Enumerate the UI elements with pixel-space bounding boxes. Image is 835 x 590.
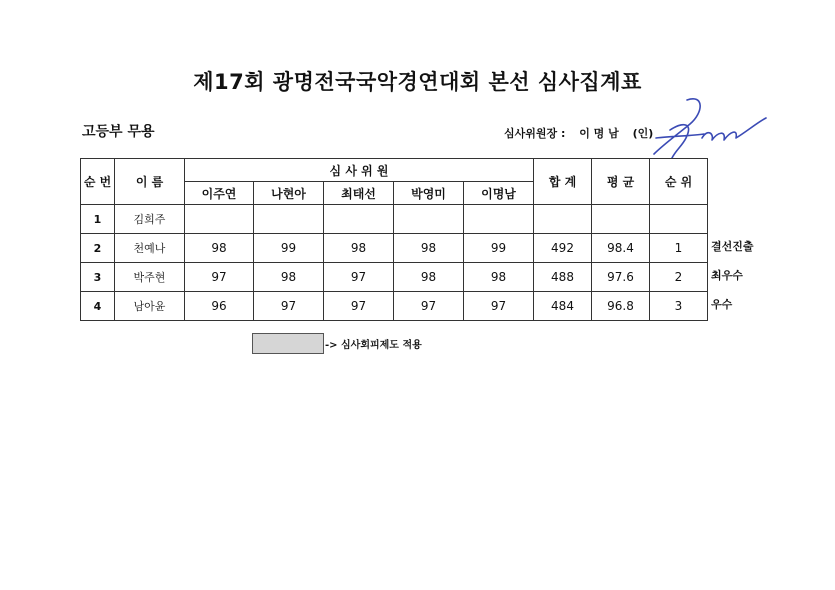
rank-cell [650,205,708,234]
header-rank: 순 위 [650,159,708,205]
header-name: 이 름 [115,159,185,205]
contestant-name: 남아윤 [115,292,185,321]
table-row [81,292,708,321]
score-cell: 99 [254,234,324,263]
score-cell [394,205,464,234]
header-average: 평 균 [592,159,650,205]
total-cell: 488 [534,263,592,292]
division-label: 고등부 무용 [82,124,155,140]
score-cell: 99 [464,234,534,263]
chair-info [504,125,663,141]
chair-name: 이 명 남 [579,127,619,140]
document-title: 제17회 광명전국국악경연대회 본선 심사집계표 [193,70,642,94]
judge-header: 나현아 [254,182,324,205]
contestant-name: 박주현 [115,263,185,292]
row-number: 1 [81,205,115,234]
judge-header: 이명남 [464,182,534,205]
row-number: 3 [81,263,115,292]
score-cell [324,205,394,234]
rank-cell: 3 [650,292,708,321]
table-row [81,205,708,234]
score-cell: 98 [185,234,254,263]
score-cell [254,205,324,234]
header-number: 순 번 [81,159,115,205]
score-cell: 96 [185,292,254,321]
average-cell [592,205,650,234]
score-cell: 98 [324,234,394,263]
contestant-name: 김희주 [115,205,185,234]
score-cell: 98 [394,234,464,263]
score-cell: 97 [254,292,324,321]
score-cell [464,205,534,234]
score-cell: 97 [394,292,464,321]
seal-mark: (인) [632,127,654,140]
judge-header: 최태선 [324,182,394,205]
total-cell [534,205,592,234]
score-cell [185,205,254,234]
legend-text: -> 심사회피제도 적용 [325,340,422,351]
remark-row-3: 최우수 [711,269,743,282]
chair-label: 심사위원장 : [504,127,566,140]
header-judges: 심 사 위 원 [185,159,534,182]
table-row [81,234,708,263]
judge-header: 이주연 [185,182,254,205]
score-cell: 97 [185,263,254,292]
legend-swatch [252,333,324,354]
total-cell: 492 [534,234,592,263]
score-cell: 98 [254,263,324,292]
average-cell: 98.4 [592,234,650,263]
total-cell: 484 [534,292,592,321]
score-cell: 98 [464,263,534,292]
header-total: 합 계 [534,159,592,205]
average-cell: 97.6 [592,263,650,292]
remark-row-4: 우수 [711,298,733,311]
score-cell: 97 [324,263,394,292]
contestant-name: 천예나 [115,234,185,263]
score-cell: 97 [324,292,394,321]
score-cell: 98 [394,263,464,292]
table-row [81,263,708,292]
remark-row-2: 결선진출 [711,240,754,253]
score-table [80,158,708,321]
rank-cell: 2 [650,263,708,292]
row-number: 2 [81,234,115,263]
row-number: 4 [81,292,115,321]
signature-image [642,92,772,167]
rank-cell: 1 [650,234,708,263]
score-cell: 97 [464,292,534,321]
average-cell: 96.8 [592,292,650,321]
judge-header: 박영미 [394,182,464,205]
